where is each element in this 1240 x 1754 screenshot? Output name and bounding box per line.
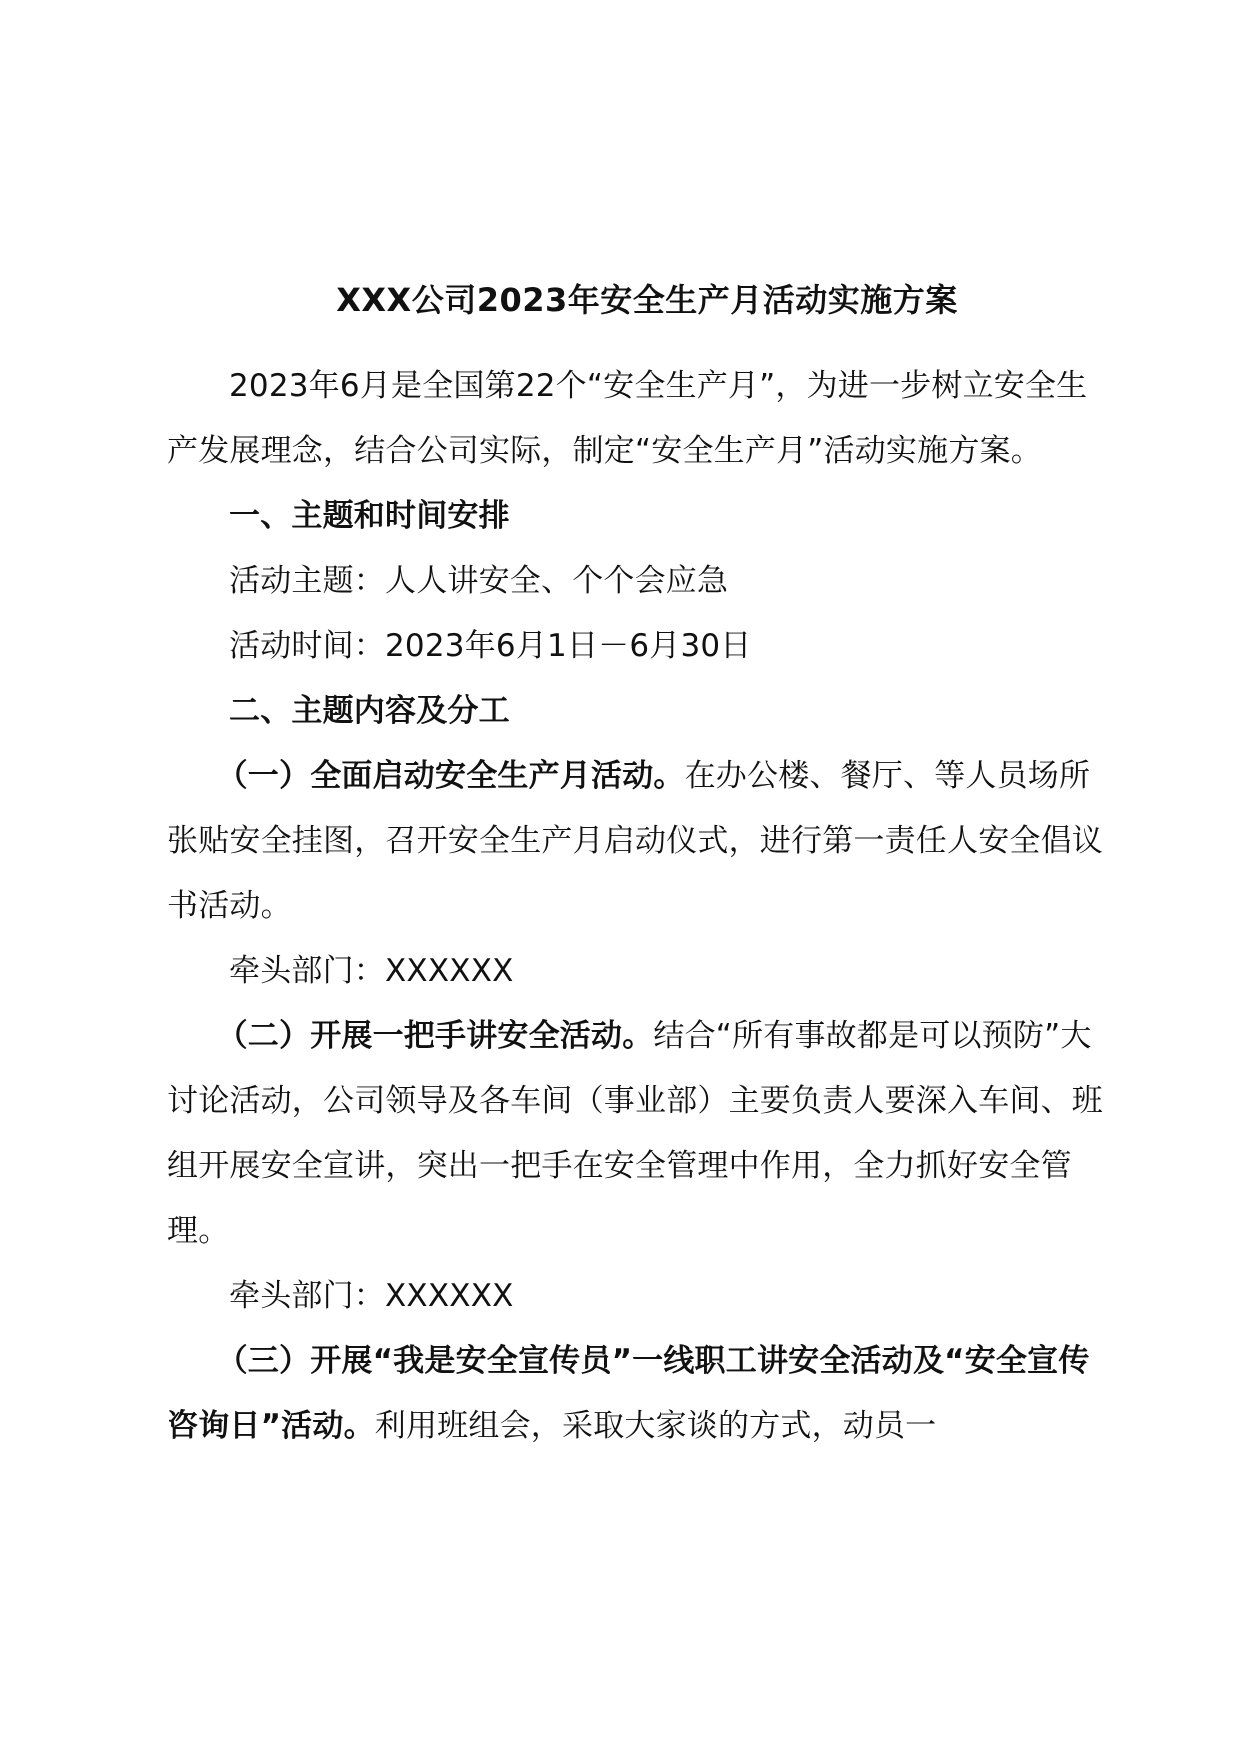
item-title-3: （三）开展“我是安全宣传员”一线职工讲安全活动及“安全宣传咨询日”活动。	[167, 1343, 1090, 1444]
item-text-3: 利用班组会，采取大家谈的方式，动员一	[374, 1408, 937, 1444]
item-paragraph-3	[167, 1329, 1117, 1459]
lead-department-1: 牵头部门：XXXXXX	[229, 953, 514, 989]
lead-department-2: 牵头部门：XXXXXX	[229, 1278, 514, 1314]
item-title-1: （一）全面启动安全生产月活动。	[216, 758, 685, 794]
intro-paragraph: 2023年6月是全国第22个“安全生产月”，为进一步树立安全生产发展理念，结合公司实际，制定“安全生产月”活动实施方案。	[167, 368, 1088, 469]
activity-time: 活动时间：2023年6月1日－6月30日	[229, 628, 752, 664]
item-text-2: 结合“所有事故都是可以预防”大讨论活动，公司领导及各车间（事业部）主要负责人要深入车间、班组开展安全宣讲，突出一把手在安全管理中作用，全力抓好安全管理。	[167, 1018, 1103, 1249]
document-title: XXX公司2023年安全生产月活动实施方案	[336, 281, 958, 319]
activity-theme: 活动主题：人人讲安全、个个会应急	[229, 563, 729, 599]
item-text-1: 在办公楼、餐厅、等人员场所张贴安全挂图，召开安全生产月启动仪式，进行第一责任人安全倡议书活动。	[167, 758, 1103, 924]
item-paragraph-1	[167, 744, 1117, 939]
section-heading-theme-schedule: 一、主题和时间安排	[229, 498, 510, 534]
item-paragraph-2	[167, 1004, 1117, 1264]
section-heading-content-division: 二、主题内容及分工	[229, 693, 510, 729]
item-title-2: （二）开展一把手讲安全活动。	[216, 1018, 654, 1054]
document-body	[167, 272, 1117, 1459]
